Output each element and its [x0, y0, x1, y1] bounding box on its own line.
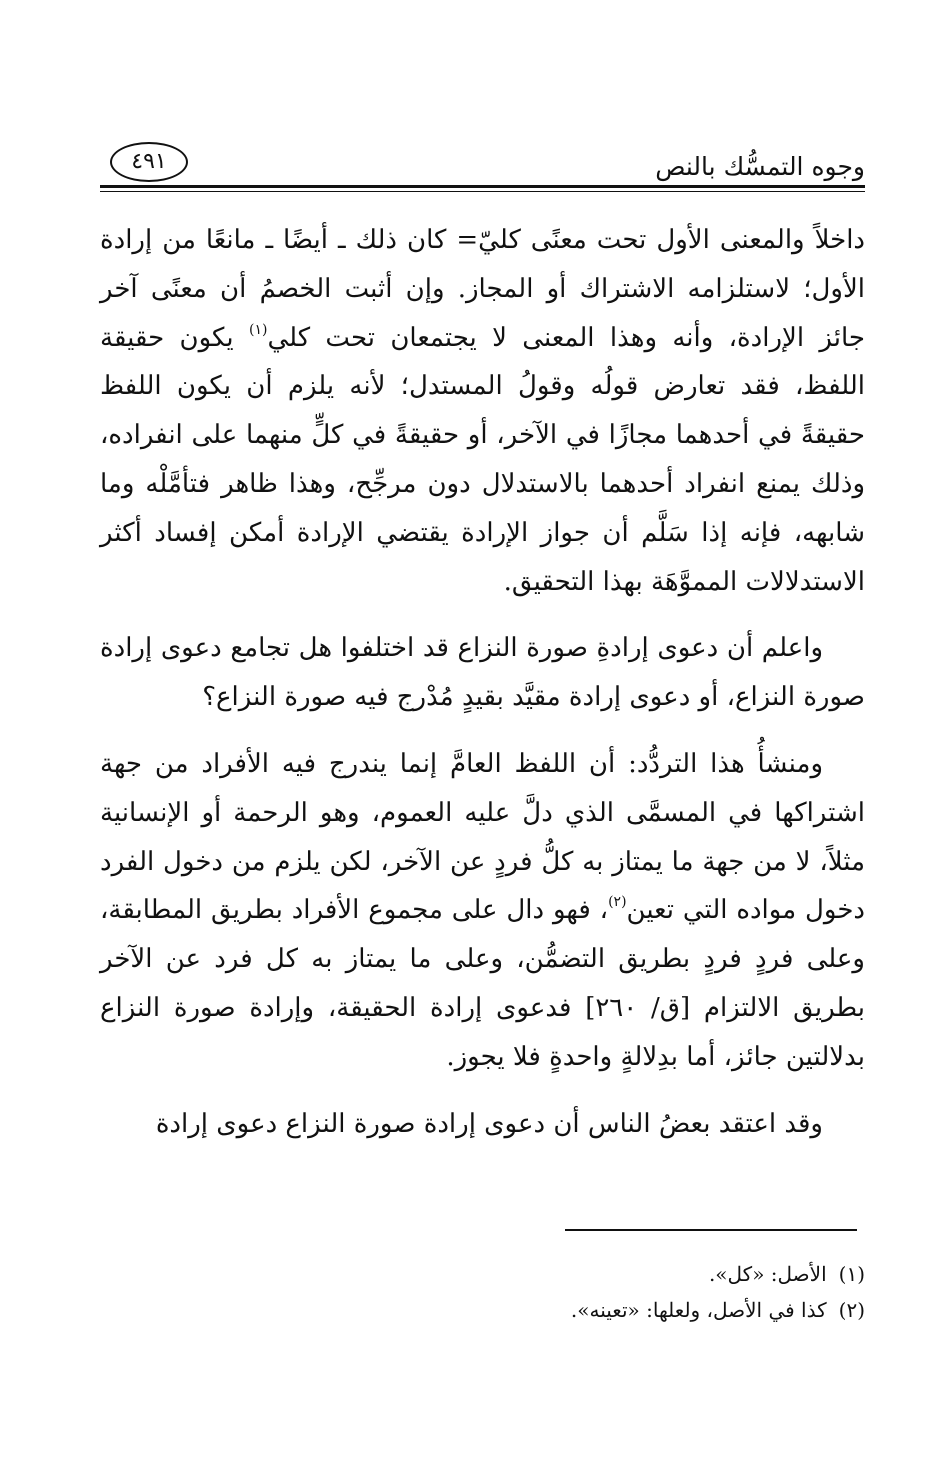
footnote-text: كذا في الأصل، ولعلها: «تعينه».	[570, 1298, 827, 1322]
page-header	[100, 138, 865, 188]
paragraph-4: وقد اعتقد بعضُ الناس أن دعوى إرادة صورة النزاع دعوى إرادة	[155, 1108, 823, 1139]
header-rule-thin	[100, 191, 865, 192]
paragraph-3	[100, 740, 865, 1082]
paragraph-1	[100, 216, 865, 606]
paragraph-1-part-b: يكون حقيقة اللفظ، فقد تعارض قولُه وقولُ المستدل؛ لأنه يلزم أن يكون اللفظ حقيقةً في أحدهما مجازًا في الآخر، أو حقيقةً في كلٍّ منهما على انفراده، وذلك يمنع انفراد أحدهما بالاستدلال دون مرجِّح، وهذا ظاهر فتأمَّلْه وما شابهه، فإنه إذا سَلَّم أن جواز الإرادة يقتضي الإرادة أمكن إفساد أكثر الاستدلالات المموَّهَة بهذا التحقيق.	[100, 322, 865, 597]
header-rule-thick	[100, 185, 865, 188]
footnote-ref-2[interactable]: (٢)	[608, 894, 627, 911]
footnote-ref-1[interactable]: (١)	[248, 321, 268, 338]
footnote-1	[100, 1256, 865, 1292]
paragraph-3-part-a: ومنشأُ هذا التردُّد: أن اللفظ العامَّ إنما يندرج فيه الأفراد من جهة اشتراكها في المسمَّى الذي دلَّ عليه العموم، وهو الرحمة أو الإنسانية مثلاً، لا من جهة ما يمتاز به كلُّ فردٍ عن الآخر، لكن يلزم من دخول الفرد دخول مواده التي تعين	[100, 748, 865, 926]
footnote-number: (٢)	[838, 1298, 865, 1322]
footnote-2	[100, 1292, 865, 1328]
footnote-text: الأصل: «كل».	[708, 1262, 827, 1286]
paragraph-2: واعلم أن دعوى إرادةِ صورة النزاع قد اختلفوا هل تجامع دعوى إرادة صورة النزاع، أو دعوى إرادة مقيَّد بقيدٍ مُدْرج فيه صورة النزاع؟	[100, 633, 865, 713]
running-title: وجوه التمسُّك بالنص	[655, 152, 865, 181]
paragraph-1-part-a: داخلاً والمعنى الأول تحت معنًى كليّ= كان ذلك ـ أيضًا ـ مانعًا من إرادة الأول؛ لاستلزامه الاشتراك أو المجاز. وإن أثبت الخصمُ أن معنًى آخر جائز الإرادة، وأنه وهذا المعنى لا يجتمعان تحت كلي	[100, 225, 865, 353]
footnote-number: (١)	[838, 1262, 865, 1286]
paragraph-3-part-b: ، فهو دال على مجموع الأفراد بطريق المطابقة، وعلى فردٍ فردٍ بطريق التضمُّن، وعلى ما يمتاز به كل فرد عن الآخر بطريق الالتزام [ق/ ٢٦٠] فدعوى إرادة الحقيقة، وإرادة صورة النزاع بدلالتين جائز، أما بدِلالةٍ واحدةٍ فلا يجوز.	[100, 895, 865, 1072]
footnote-separator	[565, 1229, 857, 1231]
page-number: ٤٩١	[110, 142, 188, 182]
footnotes	[100, 1256, 865, 1328]
main-text	[100, 216, 865, 1148]
